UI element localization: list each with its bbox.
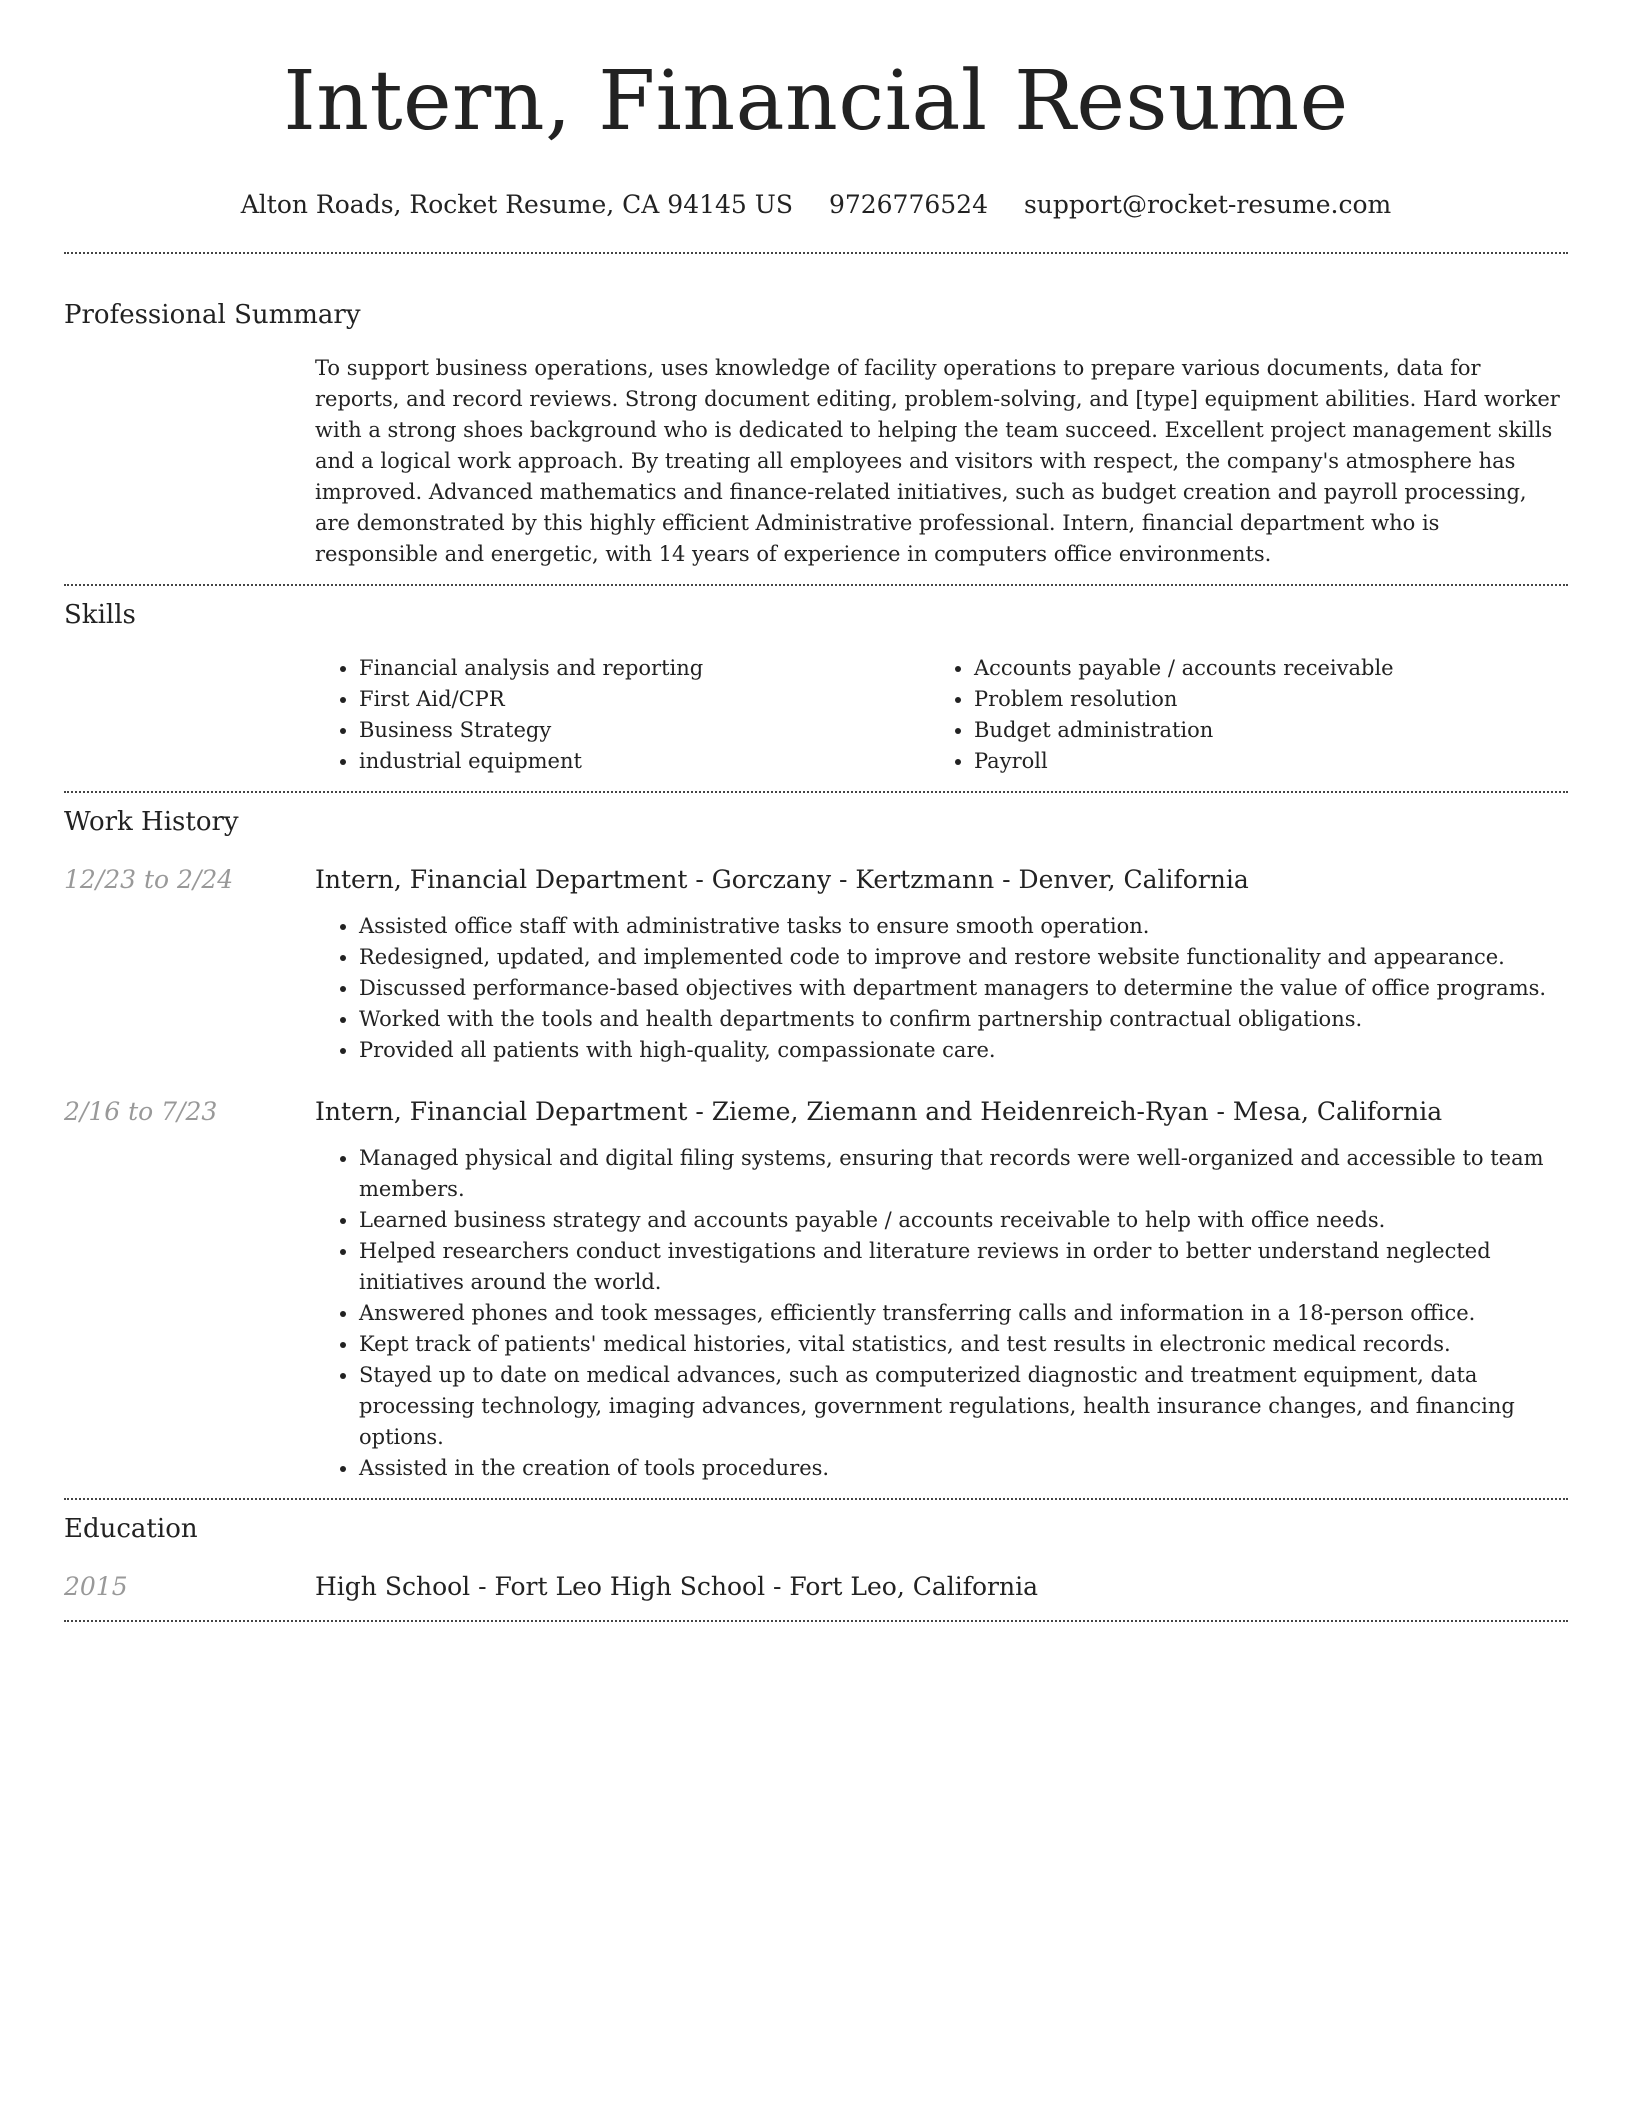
skill-item: • Accounts payable / accounts receivable (974, 653, 1545, 684)
resume-header (64, 52, 1568, 222)
divider (64, 584, 1568, 586)
contact-line (64, 188, 1568, 222)
job-bullet: • Managed physical and digital filing systems, ensuring that records were well-organized and accessible to team members. (359, 1143, 1568, 1205)
contact-email: support@rocket-resume.com (1023, 190, 1392, 219)
skills-section (64, 598, 1568, 777)
job-title-line: Intern, Financial Department - Zieme, Ziemann and Heidenreich-Ryan - Mesa, California (315, 1097, 1443, 1126)
job-content (315, 1095, 1568, 1484)
education-content (315, 1570, 1568, 1604)
skill-item: • industrial equipment (359, 746, 930, 777)
divider (64, 1498, 1568, 1500)
contact-address: Alton Roads, Rocket Resume, CA 94145 US (240, 190, 793, 219)
work-section (64, 805, 1568, 1484)
job-dates: 2/16 to 7/23 (64, 1097, 218, 1126)
work-heading: Work History (64, 807, 239, 837)
divider (64, 791, 1568, 793)
summary-heading: Professional Summary (64, 300, 361, 330)
job-content (315, 863, 1568, 1066)
education-section (64, 1512, 1568, 1604)
job-bullet: • Redesigned, updated, and implemented code to improve and restore website functionality and appearance. (359, 942, 1568, 973)
summary-section (64, 298, 1568, 570)
job-bullets (315, 911, 1568, 1066)
divider (64, 1620, 1568, 1622)
education-heading: Education (64, 1514, 198, 1544)
job-bullets (315, 1143, 1568, 1484)
skill-item: • Payroll (974, 746, 1545, 777)
job-bullet: • Helped researchers conduct investigations and literature reviews in order to better understand neglected initiatives around the world. (359, 1236, 1568, 1298)
job-bullet: • Answered phones and took messages, efficiently transferring calls and information in a 18-person office. (359, 1298, 1568, 1329)
job-entry (64, 863, 1568, 1066)
job-bullet: • Assisted office staff with administrative tasks to ensure smooth operation. (359, 911, 1568, 942)
job-entry (64, 1095, 1568, 1484)
skill-item: • Financial analysis and reporting (359, 653, 930, 684)
skill-item: • Budget administration (974, 715, 1545, 746)
skills-list-left (315, 653, 930, 777)
divider (64, 252, 1568, 254)
contact-phone: 9726776524 (828, 190, 988, 219)
skill-item: • Business Strategy (359, 715, 930, 746)
skills-heading: Skills (64, 600, 136, 630)
job-title-line: Intern, Financial Department - Gorczany - Kertzmann - Denver, California (315, 865, 1249, 894)
skills-list-right (930, 653, 1545, 777)
job-bullet: • Learned business strategy and accounts payable / accounts receivable to help with office needs. (359, 1205, 1568, 1236)
skill-item: • Problem resolution (974, 684, 1545, 715)
education-line: High School - Fort Leo High School - Fort Leo, California (315, 1572, 1038, 1601)
skills-grid (315, 653, 1568, 777)
job-bullet: • Stayed up to date on medical advances, such as computerized diagnostic and treatment equipment, data processing technology, imaging advances, government regulations, health insurance changes, and financing options. (359, 1360, 1568, 1453)
job-dates: 12/23 to 2/24 (64, 865, 234, 894)
education-year: 2015 (64, 1572, 128, 1601)
resume-title: Intern, Financial Resume (283, 54, 1349, 149)
skill-item: • First Aid/CPR (359, 684, 930, 715)
job-bullet: • Assisted in the creation of tools procedures. (359, 1453, 1568, 1484)
job-bullet: • Provided all patients with high-quality, compassionate care. (359, 1035, 1568, 1066)
summary-text: To support business operations, uses knowledge of facility operations to prepare various documents, data for reports, and record reviews. Strong document editing, problem-solving, and [type] equipment abilities. Hard worker with a strong shoes background who is dedicated to helping the team succeed. Excellent project management skills and a logical work approach. By treating all employees and visitors with respect, the company's atmosphere has improved. Advanced mathematics and finance-related initiatives, such as budget creation and payroll processing, are demonstrated by this highly efficient Administrative professional. Intern, financial department who is responsible and energetic, with 14 years of experience in computers office environments. (315, 356, 1560, 566)
job-bullet: • Discussed performance-based objectives with department managers to determine the value of office programs. (359, 973, 1568, 1004)
job-bullet: • Worked with the tools and health departments to confirm partnership contractual obligations. (359, 1004, 1568, 1035)
education-entry (64, 1570, 1568, 1604)
job-bullet: • Kept track of patients' medical histories, vital statistics, and test results in electronic medical records. (359, 1329, 1568, 1360)
